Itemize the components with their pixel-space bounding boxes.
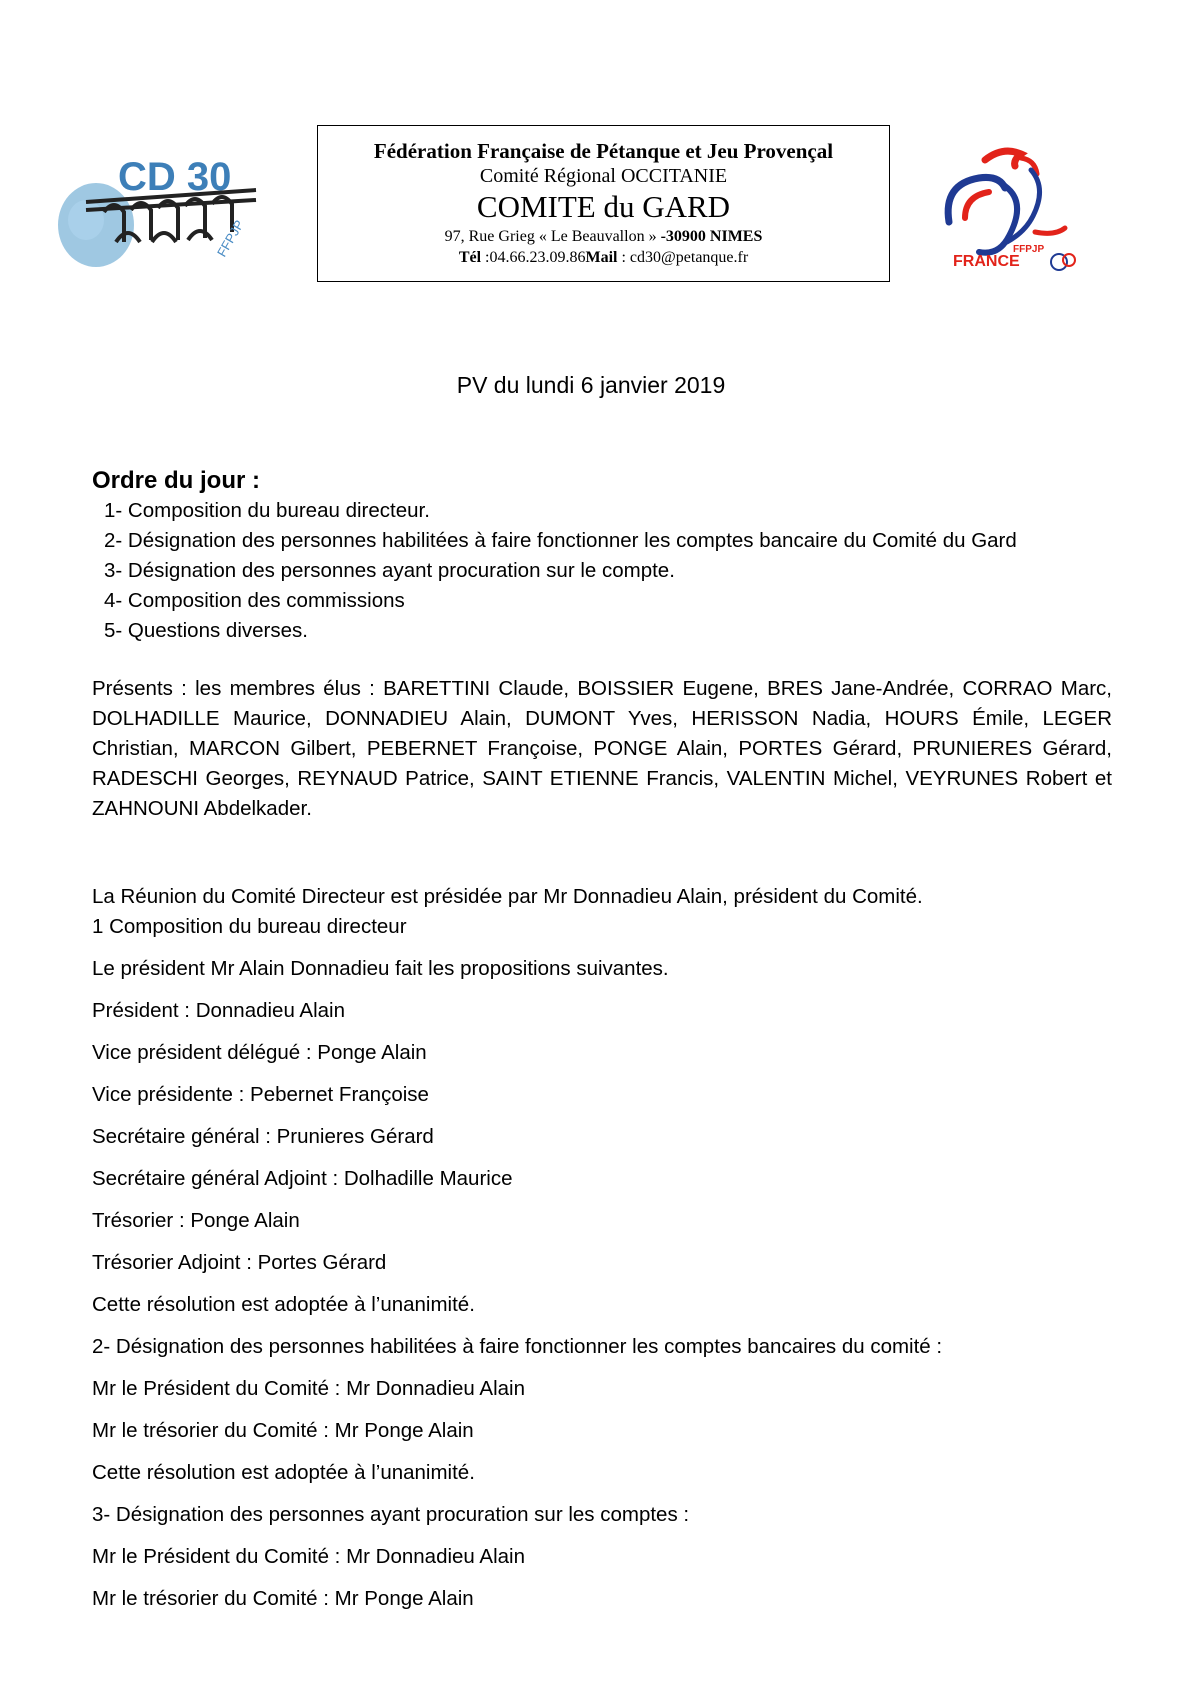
minutes-line: Trésorier : Ponge Alain: [92, 1209, 300, 1232]
intro-block: [92, 882, 1112, 942]
section-heading: 1 Composition du bureau directeur: [92, 915, 407, 938]
minutes-line: 2- Désignation des personnes habilitées à faire fonctionner les comptes bancaires du comité :: [92, 1335, 943, 1358]
minutes-line: Mr le trésorier du Comité : Mr Ponge Alain: [92, 1587, 474, 1610]
minutes-lines: [92, 954, 1112, 1614]
minutes-line: Mr le Président du Comité : Mr Donnadieu Alain: [92, 1545, 525, 1568]
minutes-line: Mr le Président du Comité : Mr Donnadieu Alain: [92, 1377, 525, 1400]
cd30-logo-image: [56, 150, 266, 280]
minutes-line: Vice président délégué : Ponge Alain: [92, 1041, 427, 1064]
rooster-logo-text-2: FRANCE: [953, 253, 1020, 270]
address-city: -30900 NIMES: [660, 228, 763, 245]
federation-name: Fédération Française de Pétanque et Jeu Provençal: [373, 139, 834, 163]
regional-committee: Comité Régional OCCITANIE: [479, 165, 728, 187]
cd30-logo: [56, 150, 266, 280]
agenda-list: [92, 496, 1112, 646]
agenda-item: 1- Composition du bureau directeur.: [104, 499, 430, 522]
document-title: PV du lundi 6 janvier 2019: [456, 372, 726, 398]
mail-value: : cd30@petanque.fr: [617, 249, 749, 266]
tel-label: Tél: [458, 249, 482, 266]
agenda-item: 3- Désignation des personnes ayant procuration sur le compte.: [104, 559, 675, 582]
agenda-item: 4- Composition des commissions: [104, 589, 405, 612]
rooster-logo-image: [935, 132, 1085, 282]
minutes-line: Cette résolution est adoptée à l’unanimité.: [92, 1293, 475, 1316]
document-body: [92, 466, 1112, 1614]
cd30-logo-subtext: FFPJP: [213, 217, 247, 260]
address: [318, 226, 889, 247]
agenda-heading: Ordre du jour :: [92, 467, 260, 494]
tel-value: :04.66.23.09.86: [481, 249, 586, 266]
agenda-item: 2- Désignation des personnes habilitées à faire fonctionner les comptes bancaire du Comité du Gard: [104, 529, 1017, 552]
minutes-line: 3- Désignation des personnes ayant procuration sur les comptes :: [92, 1503, 690, 1526]
mail-label: Mail: [585, 249, 618, 266]
minutes-line: Secrétaire général : Prunieres Gérard: [92, 1125, 434, 1148]
committee-name: COMITE du GARD: [476, 189, 731, 224]
attendees-paragraph: Présents : les membres élus : BARETTINI Claude, BOISSIER Eugene, BRES Jane-Andrée, CORRAO Marc, DOLHADILLE Maurice, DONNADIEU Alain, DUMONT Yves, HERISSON Nadia, HOURS Émile, LEGER Christian, MARCON Gilbert, PEBERNET Françoise, PONGE Alain, PORTES Gérard, PRUNIERES Gérard, RADESCHI Georges, REYNAUD Patrice, SAINT ETIENNE Francis, VALENTIN Michel, VEYRUNES Robert et ZAHNOUNI Abdelkader.: [92, 677, 1112, 820]
minutes-line: Trésorier Adjoint : Portes Gérard: [92, 1251, 387, 1274]
contact-line: [318, 247, 889, 268]
minutes-line: Mr le trésorier du Comité : Mr Ponge Alain: [92, 1419, 474, 1442]
rooster-logo-text-1: FFPJP: [1013, 244, 1045, 255]
cd30-logo-text: CD 30: [118, 155, 232, 199]
ffpjp-france-logo: [935, 132, 1085, 282]
minutes-line: Le président Mr Alain Donnadieu fait les propositions suivantes.: [92, 957, 669, 980]
minutes-line: Vice présidente : Pebernet Françoise: [92, 1083, 429, 1106]
minutes-line: Secrétaire général Adjoint : Dolhadille Maurice: [92, 1167, 513, 1190]
minutes-line: Cette résolution est adoptée à l’unanimité.: [92, 1461, 475, 1484]
minutes-line: Président : Donnadieu Alain: [92, 999, 346, 1022]
letterhead-box: [317, 125, 890, 282]
intro-line: La Réunion du Comité Directeur est présidée par Mr Donnadieu Alain, président du Comité.: [92, 885, 923, 908]
address-street: 97, Rue Grieg « Le Beauvallon »: [444, 228, 661, 245]
agenda-item: 5- Questions diverses.: [104, 619, 308, 642]
